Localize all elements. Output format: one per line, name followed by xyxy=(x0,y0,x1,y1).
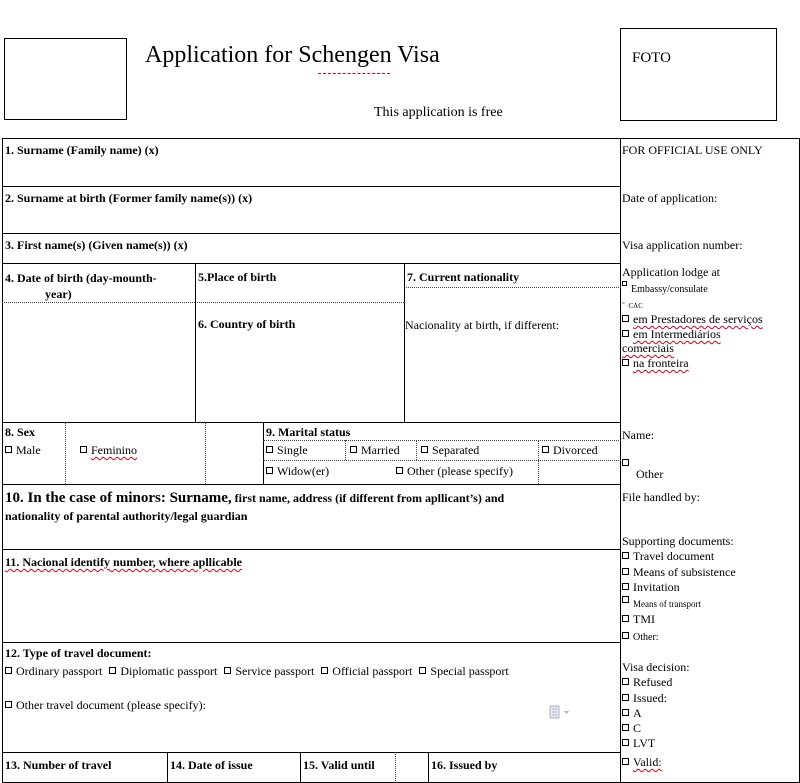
checkbox[interactable] xyxy=(542,446,549,453)
lodged-prestadores-option[interactable]: em Prestadores de serviços xyxy=(622,312,800,326)
cell-line xyxy=(263,460,621,461)
checkbox[interactable] xyxy=(622,615,629,622)
col-line xyxy=(395,752,396,783)
official-supporting-section: Supporting documents: Travel document Means of subsistence Invitation Means of transport TMI Other: xyxy=(622,534,800,647)
checkbox[interactable] xyxy=(266,446,273,453)
col-line xyxy=(345,440,346,460)
checkbox[interactable] xyxy=(419,667,426,674)
row-line xyxy=(2,186,621,187)
support-other-option[interactable]: Other: xyxy=(622,627,800,647)
checkbox[interactable] xyxy=(622,758,629,765)
row-line xyxy=(2,642,621,643)
official-visa-application-number: Visa application number: xyxy=(622,238,743,252)
col-line xyxy=(205,422,206,484)
lodged-cac-option[interactable]: ▫ CAC xyxy=(622,299,643,310)
photo-label: FOTO xyxy=(632,50,671,66)
col-line xyxy=(263,422,264,484)
field-valid-until[interactable]: 15. Valid until xyxy=(303,758,375,772)
official-visa-decision-section: Visa decision: Refused Issued: A C LVT Valid: xyxy=(622,659,800,773)
checkbox[interactable] xyxy=(622,583,629,590)
field-first-name[interactable]: 3. First name(s) (Given name(s)) (x) xyxy=(5,238,188,252)
sex-female-option[interactable]: Feminino xyxy=(80,443,137,458)
decision-lvt-option[interactable]: LVT xyxy=(622,736,800,751)
support-travel-doc-option[interactable]: Travel document xyxy=(622,549,800,564)
checkbox[interactable] xyxy=(224,667,231,674)
checkbox[interactable] xyxy=(622,459,629,466)
decision-a-option[interactable]: A xyxy=(622,706,800,721)
row-line xyxy=(2,422,621,423)
subtitle: This application is free xyxy=(374,105,503,120)
col-line xyxy=(167,752,168,783)
checkbox[interactable] xyxy=(622,359,629,366)
lodged-fronteira-option[interactable]: na fronteira xyxy=(622,356,800,370)
logo-box xyxy=(4,38,127,120)
field-surname[interactable]: 1. Surname (Family name) (x) xyxy=(5,143,159,157)
title-underline-squiggle xyxy=(318,70,390,74)
marital-other-option[interactable]: Other (please specify) xyxy=(396,464,513,479)
lodged-intermediarios-option[interactable]: em Intermediários xyxy=(622,327,800,341)
cell-line xyxy=(263,440,621,441)
col-line xyxy=(404,263,405,422)
marital-separated-option[interactable]: Separated xyxy=(421,443,479,458)
support-transport-option[interactable]: Means of transport xyxy=(622,595,800,612)
checkbox[interactable] xyxy=(350,446,357,453)
field-surname-at-birth[interactable]: 2. Surname at birth (Former family name(s)) (x) xyxy=(5,191,253,205)
row-line xyxy=(2,263,621,264)
cell-line xyxy=(2,302,195,303)
cell-line xyxy=(195,302,404,303)
col-line xyxy=(538,440,539,484)
field-national-id[interactable]: 11. Nacional identify number, where apllicable xyxy=(5,555,243,569)
checkbox[interactable] xyxy=(622,552,629,559)
row-line xyxy=(2,233,621,234)
checkbox[interactable] xyxy=(5,667,12,674)
field-country-of-birth[interactable]: 6. Country of birth xyxy=(198,317,296,331)
marital-married-option[interactable]: Married xyxy=(350,443,400,458)
field-travel-document-type: 12. Type of travel document: xyxy=(5,646,152,660)
cell-line xyxy=(404,287,621,288)
field-nationality-at-birth[interactable]: Nacionality at birth, if different: xyxy=(405,318,560,332)
field-date-of-birth[interactable]: 4. Date of birth (day-mounth- year) xyxy=(5,271,157,301)
checkbox[interactable] xyxy=(5,446,12,453)
col-line xyxy=(428,752,429,783)
doc-official-option[interactable]: Official passport xyxy=(321,664,412,678)
col-line xyxy=(416,440,417,460)
col-line xyxy=(65,422,66,484)
checkbox[interactable] xyxy=(109,667,116,674)
decision-c-option[interactable]: C xyxy=(622,721,800,736)
field-current-nationality[interactable]: 7. Current nationality xyxy=(407,270,520,284)
checkbox[interactable] xyxy=(622,596,629,603)
checkbox[interactable] xyxy=(622,568,629,575)
row-line xyxy=(2,549,621,550)
field-place-of-birth[interactable]: 5.Place of birth xyxy=(198,270,277,284)
checkbox[interactable] xyxy=(622,315,629,322)
checkbox[interactable] xyxy=(622,694,629,701)
official-file-handled: File handled by: xyxy=(622,490,700,504)
field-date-of-issue[interactable]: 14. Date of issue xyxy=(170,758,253,772)
checkbox[interactable] xyxy=(266,467,273,474)
checkbox[interactable] xyxy=(622,709,629,716)
field-sex: 8. Sex xyxy=(5,425,35,439)
checkbox[interactable] xyxy=(396,467,403,474)
col-line xyxy=(195,263,196,422)
checkbox[interactable] xyxy=(421,446,428,453)
field-minors-guardian[interactable]: 10. In the case of minors: Surname, first name, address (if different from apllicant’s) and nationality of parental authority/legal guardian xyxy=(5,490,505,523)
travel-doc-options xyxy=(5,664,509,679)
support-tmi-option[interactable]: TMI xyxy=(622,612,800,627)
page-title: Application for Schengen Visa xyxy=(145,42,440,68)
field-marital-status: 9. Marital status xyxy=(266,425,351,439)
doc-service-option[interactable]: Service passport xyxy=(224,664,314,678)
official-date-of-application: Date of application: xyxy=(622,191,718,205)
checkbox[interactable] xyxy=(622,330,629,337)
doc-diplomatic-option[interactable]: Diplomatic passport xyxy=(109,664,217,678)
decision-valid-option[interactable]: Valid: xyxy=(622,751,800,773)
official-name: Name: xyxy=(622,428,654,442)
photo-box xyxy=(620,28,777,121)
checkbox[interactable] xyxy=(622,678,629,685)
official-lodged-section: Application lodge at Embassy/consulate ▫ CAC em Prestadores de serviços em Intermediários comerciais na fronteira xyxy=(622,265,800,370)
field-travel-doc-number[interactable]: 13. Number of travel xyxy=(5,758,112,772)
marital-divorced-option[interactable]: Divorced xyxy=(542,443,598,458)
marital-single-option[interactable]: Single xyxy=(266,443,308,458)
checkbox[interactable] xyxy=(622,632,629,639)
checkbox[interactable] xyxy=(5,701,12,708)
row-line xyxy=(2,752,621,753)
doc-other-option[interactable]: Other travel document (please specify): xyxy=(5,698,206,713)
checkbox[interactable] xyxy=(622,724,629,731)
marital-widow-option[interactable]: Widow(er) xyxy=(266,464,329,479)
decision-issued-option[interactable]: Issued: xyxy=(622,690,800,706)
checkbox[interactable] xyxy=(622,739,629,746)
doc-special-option[interactable]: Special passport xyxy=(419,664,508,678)
support-invitation-option[interactable]: Invitation xyxy=(622,580,800,595)
checkbox[interactable] xyxy=(80,446,87,453)
official-other-label: Other xyxy=(636,467,664,481)
lodged-embassy-option[interactable]: Embassy/consulate xyxy=(622,281,800,297)
support-subsistence-option[interactable]: Means of subsistence xyxy=(622,564,800,580)
decision-refused-option[interactable]: Refused xyxy=(622,675,800,690)
checkbox[interactable] xyxy=(622,281,627,286)
doc-ordinary-option[interactable]: Ordinary passport xyxy=(5,664,102,678)
official-header: FOR OFFICIAL USE ONLY xyxy=(622,143,763,157)
sex-male-option[interactable]: Male xyxy=(5,443,41,458)
official-other-option[interactable] xyxy=(622,459,633,477)
col-line xyxy=(300,752,301,783)
document-icon[interactable] xyxy=(549,705,571,719)
field-issued-by[interactable]: 16. Issued by xyxy=(431,758,498,772)
row-line xyxy=(2,484,621,485)
checkbox[interactable] xyxy=(321,667,328,674)
